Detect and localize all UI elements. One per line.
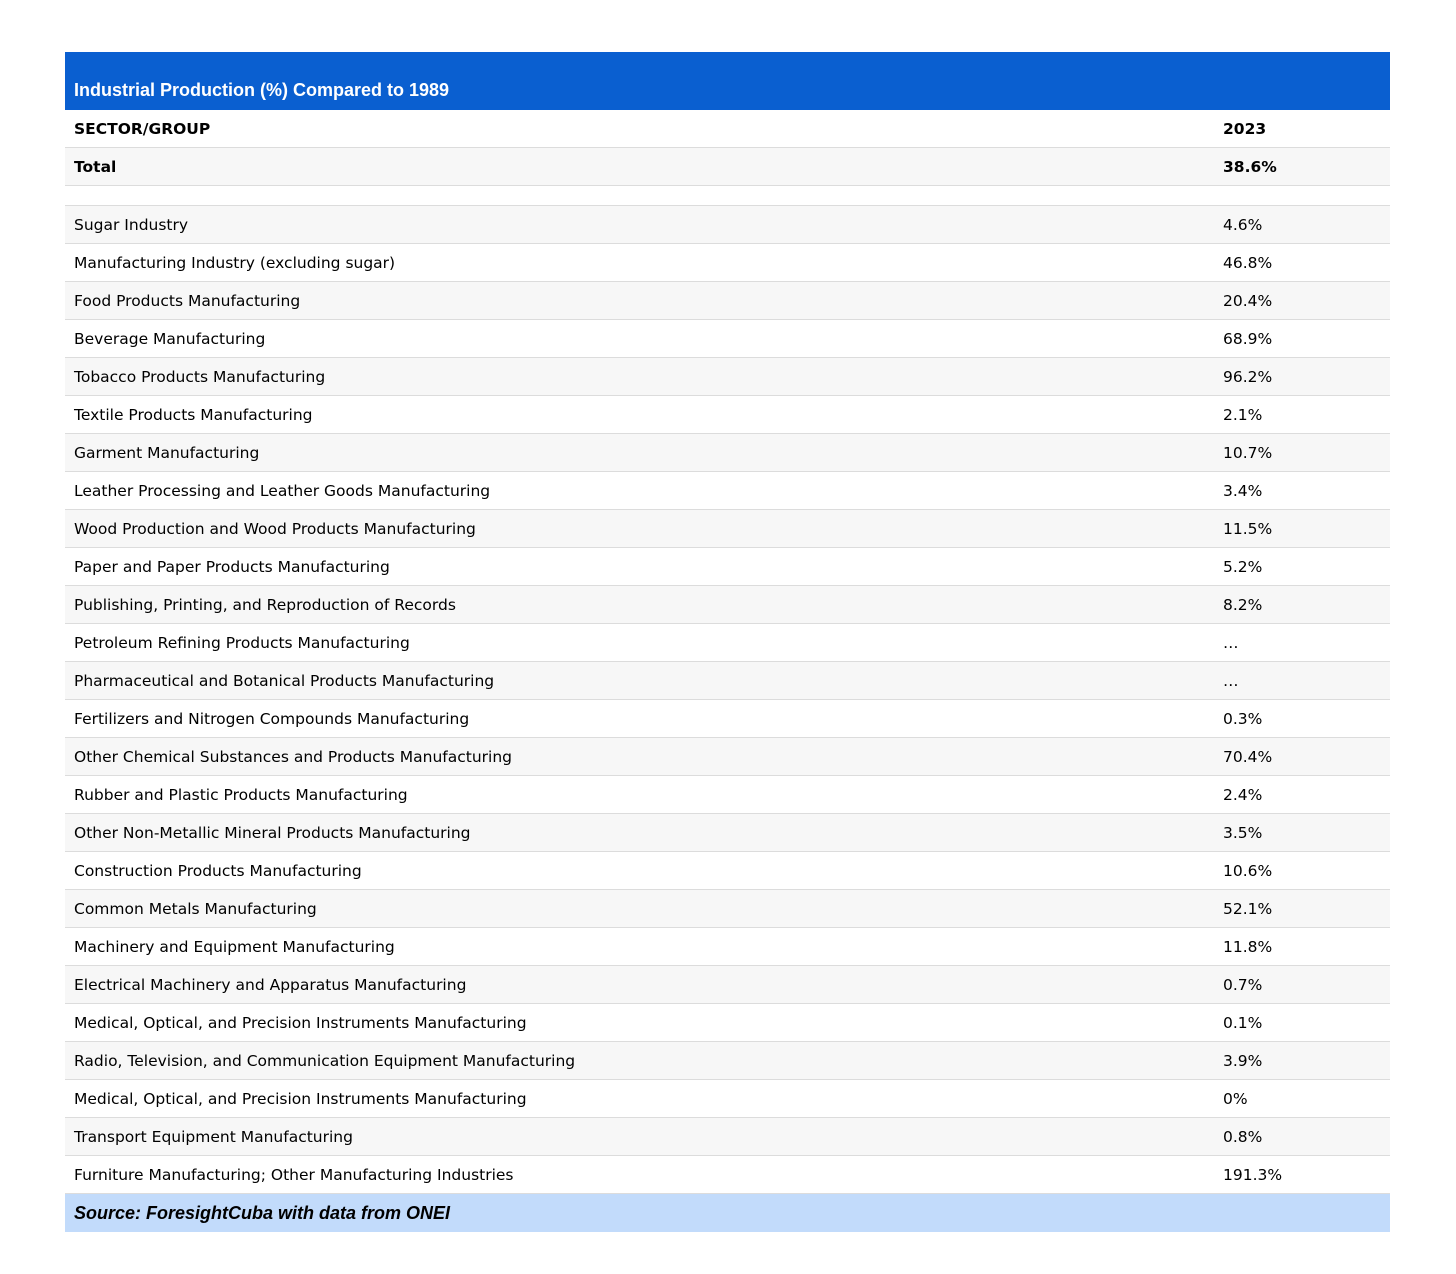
row-label: Other Chemical Substances and Products Manufacturing: [74, 747, 512, 766]
row-label: Machinery and Equipment Manufacturing: [74, 937, 395, 956]
row-label: Electrical Machinery and Apparatus Manufacturing: [74, 975, 467, 994]
table-row: [65, 852, 1390, 890]
row-label: Radio, Television, and Communication Equipment Manufacturing: [74, 1051, 576, 1070]
table-row: [65, 662, 1390, 700]
total-value: 38.6%: [1223, 157, 1277, 176]
row-label: Wood Production and Wood Products Manufacturing: [74, 519, 476, 538]
row-label: Food Products Manufacturing: [74, 291, 301, 310]
table-row: [65, 282, 1390, 320]
row-label: Pharmaceutical and Botanical Products Manufacturing: [74, 671, 495, 690]
table-row: [65, 776, 1390, 814]
row-label: Petroleum Refining Products Manufacturing: [74, 633, 410, 652]
production-table: [65, 52, 1390, 1232]
table-row: [65, 966, 1390, 1004]
row-value: 0.3%: [1223, 709, 1263, 728]
table-row: [65, 358, 1390, 396]
row-label: Furniture Manufacturing; Other Manufacturing Industries: [74, 1165, 514, 1184]
table-row: [65, 814, 1390, 852]
source-note: Source: ForesightCuba with data from ONEI: [65, 1194, 1390, 1232]
table-row: [65, 738, 1390, 776]
row-value: 11.8%: [1223, 937, 1273, 956]
row-label: Common Metals Manufacturing: [74, 899, 317, 918]
header-sector: SECTOR/GROUP: [74, 119, 211, 138]
row-label: Medical, Optical, and Precision Instruments Manufacturing: [74, 1013, 527, 1032]
row-label: Leather Processing and Leather Goods Manufacturing: [74, 481, 491, 500]
row-label: Fertilizers and Nitrogen Compounds Manufacturing: [74, 709, 470, 728]
row-value: 10.6%: [1223, 861, 1273, 880]
row-value: 46.8%: [1223, 253, 1273, 272]
table-row: [65, 586, 1390, 624]
row-label: Paper and Paper Products Manufacturing: [74, 557, 390, 576]
table-row: [65, 320, 1390, 358]
table-row: [65, 890, 1390, 928]
row-value: …: [1223, 633, 1239, 652]
row-value: 0.1%: [1223, 1013, 1263, 1032]
table-row: [65, 510, 1390, 548]
row-value: 52.1%: [1223, 899, 1273, 918]
row-value: 11.5%: [1223, 519, 1273, 538]
row-value: 8.2%: [1223, 595, 1263, 614]
table-row: [65, 700, 1390, 738]
table-body: [65, 206, 1390, 1194]
row-label: Transport Equipment Manufacturing: [74, 1127, 353, 1146]
row-label: Tobacco Products Manufacturing: [74, 367, 326, 386]
table-row: [65, 928, 1390, 966]
row-value: …: [1223, 671, 1239, 690]
row-label: Rubber and Plastic Products Manufacturing: [74, 785, 408, 804]
table-row: [65, 206, 1390, 244]
table-row: [65, 548, 1390, 586]
row-value: 10.7%: [1223, 443, 1273, 462]
table-header-row: [65, 110, 1390, 148]
total-row: [65, 148, 1390, 186]
row-value: 3.9%: [1223, 1051, 1263, 1070]
table-row: [65, 624, 1390, 662]
row-label: Construction Products Manufacturing: [74, 861, 362, 880]
table-row: [65, 434, 1390, 472]
spacer-row: [65, 186, 1390, 206]
row-value: 20.4%: [1223, 291, 1273, 310]
row-value: 70.4%: [1223, 747, 1273, 766]
row-value: 4.6%: [1223, 215, 1263, 234]
table-row: [65, 1156, 1390, 1194]
row-value: 2.4%: [1223, 785, 1263, 804]
table-row: [65, 396, 1390, 434]
row-value: 5.2%: [1223, 557, 1263, 576]
table-row: [65, 472, 1390, 510]
table-row: [65, 1004, 1390, 1042]
row-value: 191.3%: [1223, 1165, 1283, 1184]
header-year: 2023: [1223, 119, 1267, 138]
row-label: Publishing, Printing, and Reproduction of Records: [74, 595, 456, 614]
table-row: [65, 244, 1390, 282]
table-row: [65, 1080, 1390, 1118]
row-label: Manufacturing Industry (excluding sugar): [74, 253, 396, 272]
table-row: [65, 1042, 1390, 1080]
row-label: Textile Products Manufacturing: [74, 405, 313, 424]
row-value: 68.9%: [1223, 329, 1273, 348]
row-value: 0.8%: [1223, 1127, 1263, 1146]
row-value: 3.5%: [1223, 823, 1263, 842]
row-value: 3.4%: [1223, 481, 1263, 500]
table-title: Industrial Production (%) Compared to 1989: [65, 52, 1390, 110]
row-value: 2.1%: [1223, 405, 1263, 424]
row-value: 0.7%: [1223, 975, 1263, 994]
row-label: Sugar Industry: [74, 215, 189, 234]
row-value: 0%: [1223, 1089, 1248, 1108]
row-label: Other Non-Metallic Mineral Products Manufacturing: [74, 823, 471, 842]
row-value: 96.2%: [1223, 367, 1273, 386]
table-row: [65, 1118, 1390, 1156]
row-label: Medical, Optical, and Precision Instruments Manufacturing: [74, 1089, 527, 1108]
row-label: Garment Manufacturing: [74, 443, 260, 462]
row-label: Beverage Manufacturing: [74, 329, 266, 348]
total-label: Total: [74, 157, 117, 176]
